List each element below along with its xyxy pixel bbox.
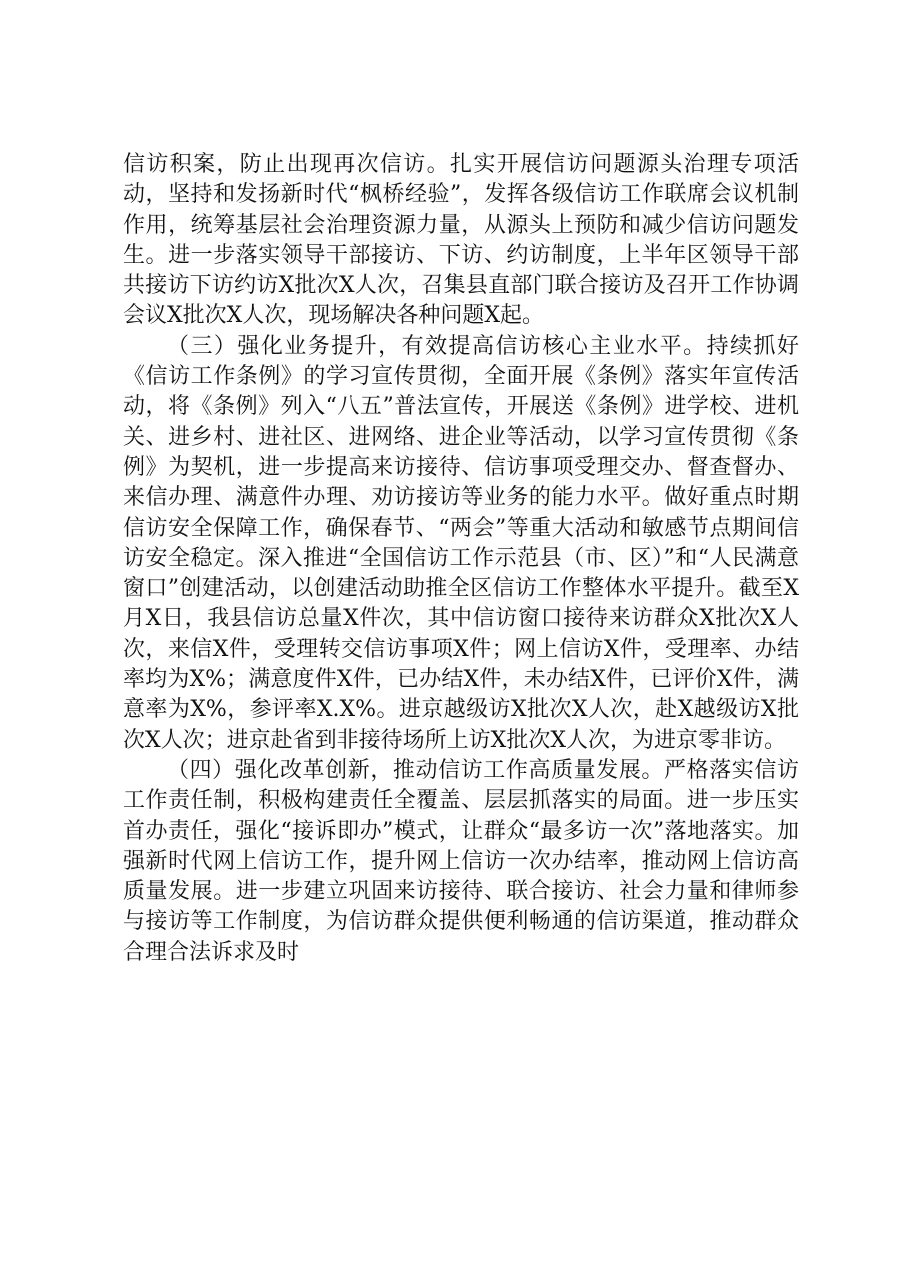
- paragraph-section-four: （四）强化改革创新，推动信访工作高质量发展。严格落实信访工作责任制，积极构建责任全覆盖、层层抓落实的局面。进一步压实首办责任，强化“接诉即办”模式，让群众“最多访一次”落地落实。加强新时代网上信访工作，提升网上信访一次办结率，推动网上信访高质量发展。进一步建立巩固来访接待、联合接访、社会力量和律师参与接访等工作制度，为信访群众提供便利畅通的信访渠道，推动群众合理合法诉求及时: [123, 757, 799, 965]
- paragraph-continuation: 信访积案，防止出现再次信访。扎实开展信访问题源头治理专项活动，坚持和发扬新时代“枫桥经验”，发挥各级信访工作联席会议机制作用，统筹基层社会治理资源力量，从源头上预防和减少信访问题发生。进一步落实领导干部接访、下访、约访制度，上半年区领导干部共接访下访约访X批次X人次，召集县直部门联合接访及召开工作协调会议X批次X人次，现场解决各种问题X起。: [123, 152, 799, 329]
- paragraph-section-three: （三）强化业务提升，有效提高信访核心主业水平。持续抓好《信访工作条例》的学习宣传贯彻，全面开展《条例》落实年宣传活动，将《条例》列入“八五”普法宣传，开展送《条例》进学校、进机关、进乡村、进社区、进网络、进企业等活动，以学习宣传贯彻《条例》为契机，进一步提高来访接待、信访事项受理交办、督查督办、来信办理、满意件办理、劝访接访等业务的能力水平。做好重点时期信访安全保障工作，确保春节、“两会”等重大活动和敏感节点期间信访安全稳定。深入推进“全国信访工作示范县（市、区）”和“人民满意窗口”创建活动，以创建活动助推全区信访工作整体水平提升。截至X月X日，我县信访总量X件次，其中信访窗口接待来访群众X批次X人次，来信X件，受理转交信访事项X件；网上信访X件，受理率、办结率均为X%；满意度件X件，已办结X件，未办结X件，已评价X件，满意率为X%，参评率X.X%。进京越级访X批次X人次，赴X越级访X批次X人次；进京赴省到非接待场所上访X批次X人次，为进京零非访。: [123, 333, 799, 753]
- document-body: [123, 150, 799, 968]
